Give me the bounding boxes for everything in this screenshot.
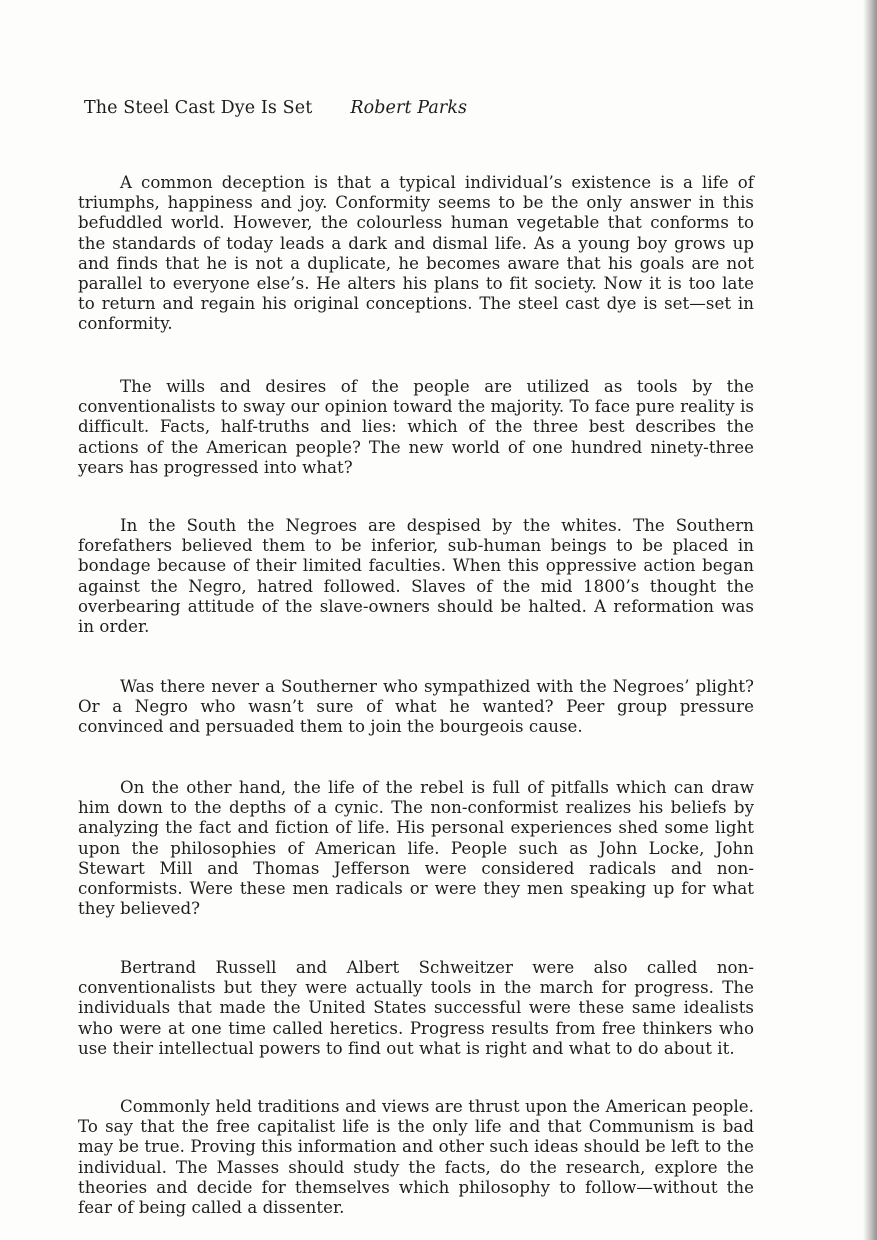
article-author: Robert Parks <box>350 98 468 118</box>
article-title: The Steel Cast Dye Is Set <box>84 98 313 118</box>
body-paragraph: In the South the Negroes are despised by the whites. The Southern forefathers believed them to be inferior, sub-human beings to be placed in bondage because of their limited faculties. When this oppressive action began against the Negro, hatred followed. Slaves of the mid 1800’s thought the overbearing attitude of the slave-owners should be halted. A reformation was in order. <box>78 516 754 637</box>
page-edge-shadow <box>863 0 877 1240</box>
body-paragraph: On the other hand, the life of the rebel is full of pitfalls which can draw him down to the depths of a cynic. The non-conformist realizes his beliefs by analyzing the fact and fiction of life. His personal experiences shed some light upon the philosophies of American life. People such as John Locke, John Stewart Mill and Thomas Jefferson were considered radicals and non-conformists. Were these men radicals or were they men speaking up for what they believed? <box>78 778 754 919</box>
body-paragraph: Was there never a Southerner who sympathized with the Negroes’ plight? Or a Negro who wasn’t sure of what he wanted? Peer group pressure convinced and persuaded them to join the bourgeois cause. <box>78 677 754 737</box>
article-header <box>84 98 467 118</box>
body-paragraph: The wills and desires of the people are utilized as tools by the conventionalists to sway our opinion toward the majority. To face pure reality is difficult. Facts, half-truths and lies: which of the three best describes the actions of the American people? The new world of one hundred ninety-three years has progressed into what? <box>78 377 754 477</box>
body-paragraph: Bertrand Russell and Albert Schweitzer were also called non-conventionalists but they were actually tools in the march for progress. The individuals that made the United States successful were these same idealists who were at one time called heretics. Progress results from free thinkers who use their intellectual powers to find out what is right and what to do about it. <box>78 958 754 1058</box>
body-paragraph: A common deception is that a typical individual’s existence is a life of triumphs, happiness and joy. Conformity seems to be the only answer in this befuddled world. However, the colourless human vegetable that conforms to the standards of today leads a dark and dismal life. As a young boy grows up and finds that he is not a duplicate, he becomes aware that his goals are not parallel to everyone else’s. He alters his plans to fit society. Now it is too late to return and regain his original conceptions. The steel cast dye is set—set in conformity. <box>78 173 754 334</box>
body-paragraph: Commonly held traditions and views are thrust upon the American people. To say that the free capitalist life is the only life and that Communism is bad may be true. Proving this information and other such ideas should be left to the individual. The Masses should study the facts, do the research, explore the theories and decide for themselves which philosophy to follow—without the fear of being called a dissenter. <box>78 1097 754 1218</box>
